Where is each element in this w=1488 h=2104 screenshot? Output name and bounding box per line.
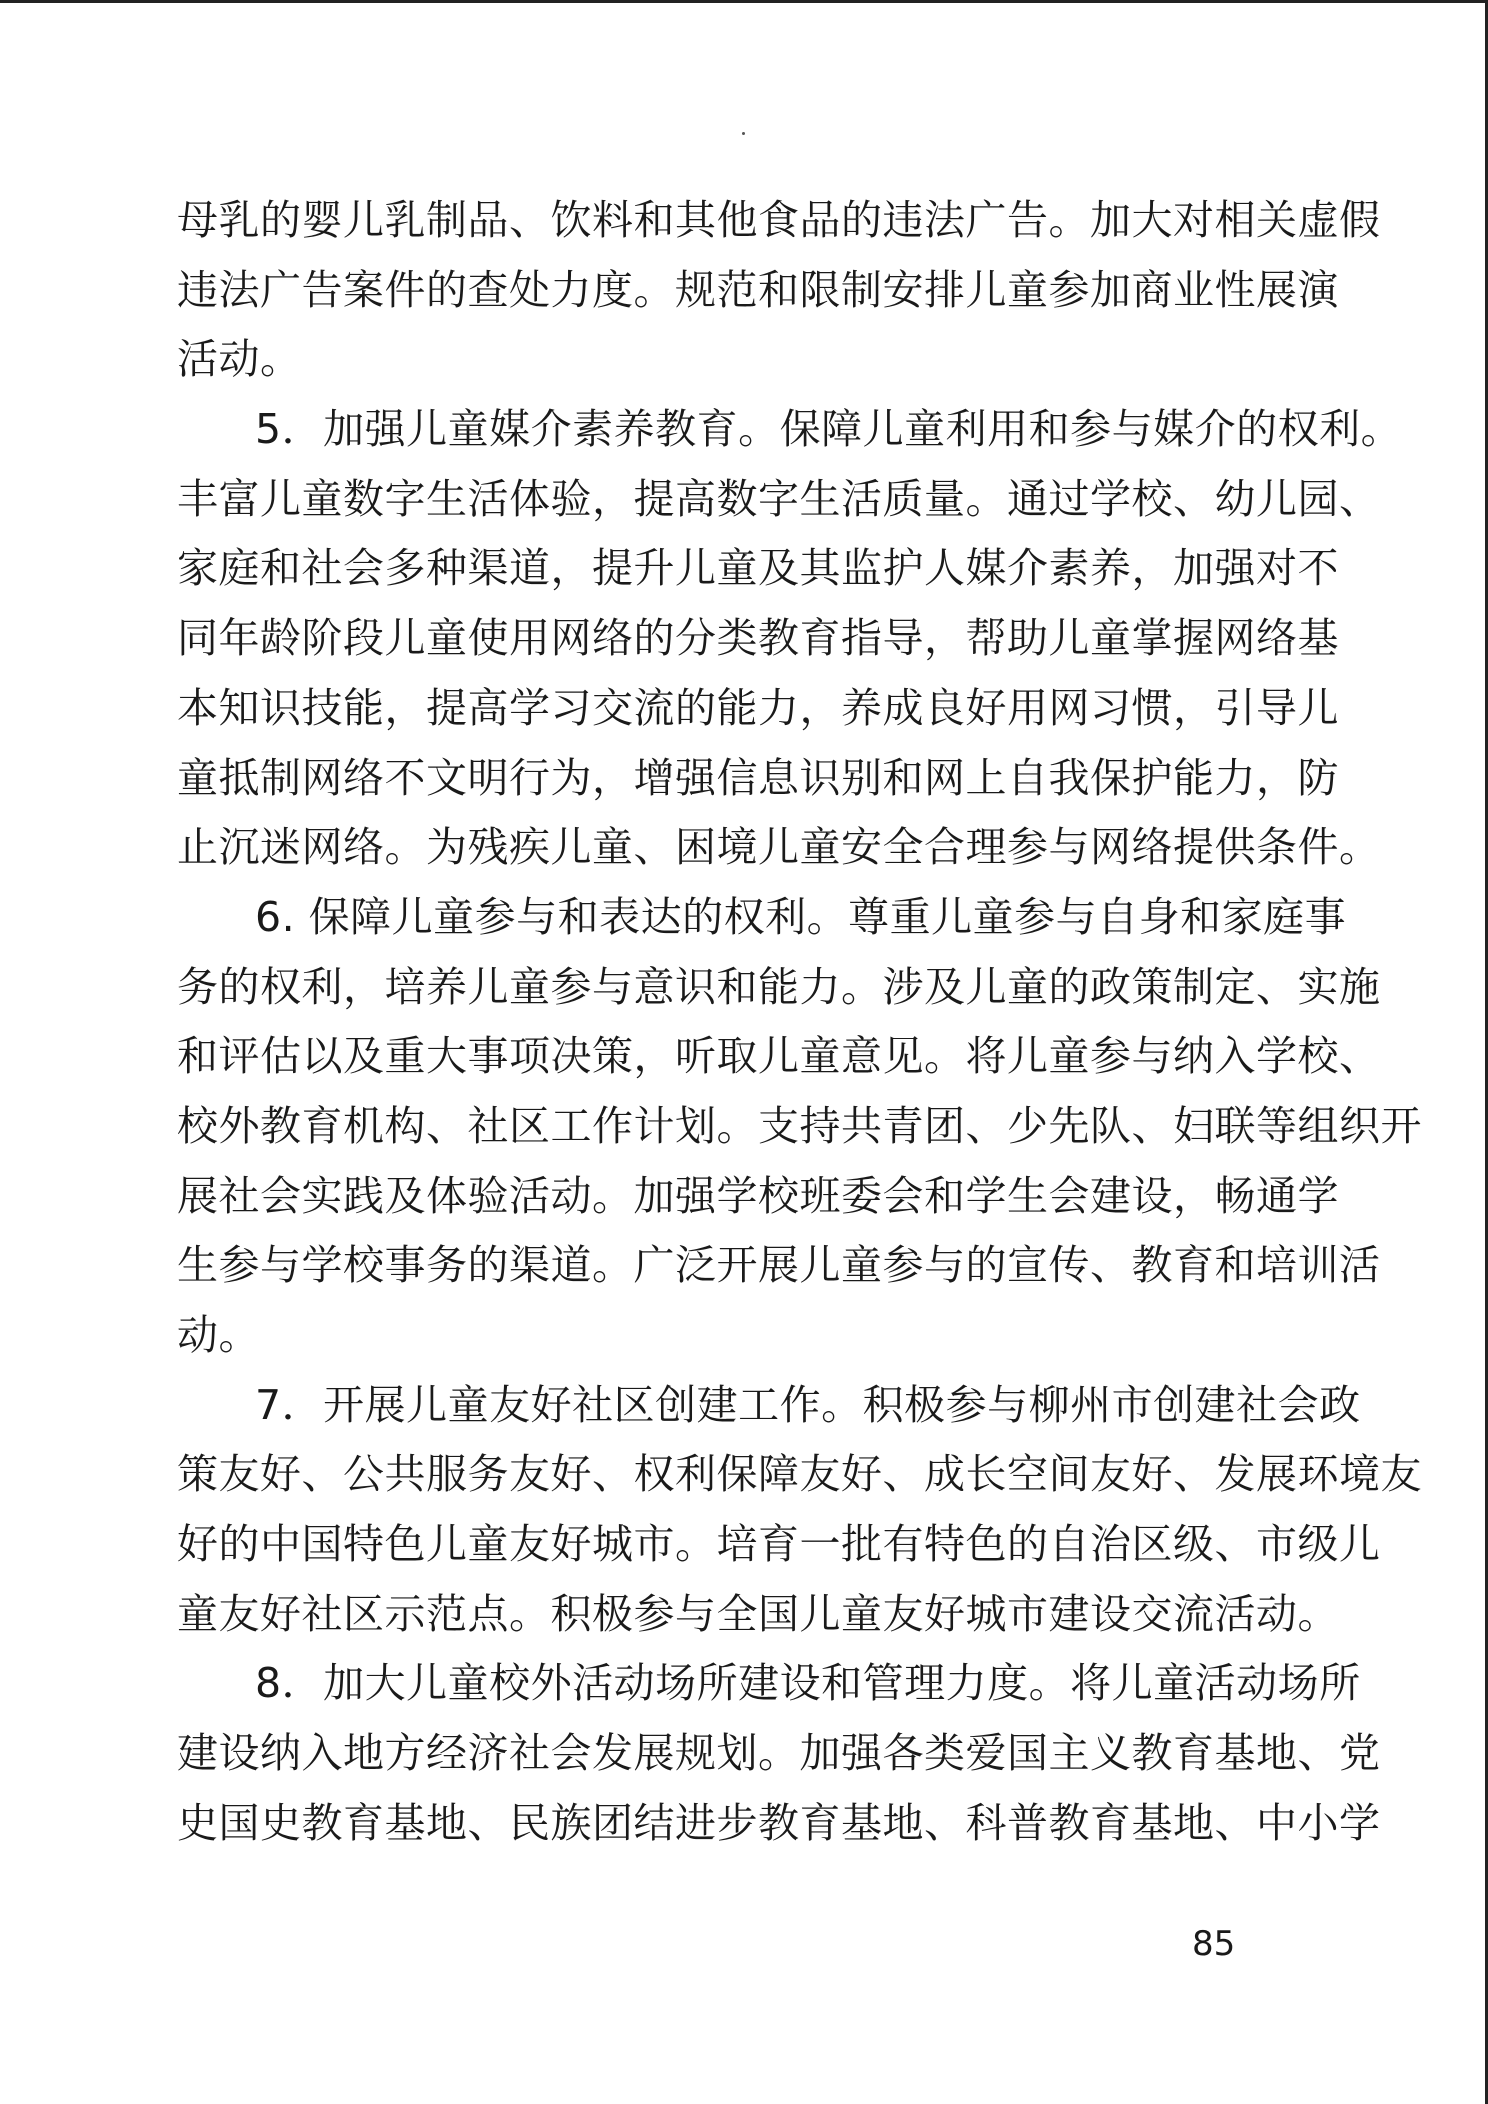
text-line: 止沉迷网络。为残疾儿童、困境儿童安全合理参与网络提供条件。 <box>177 823 1381 872</box>
text-line: 母乳的婴儿乳制品、饮料和其他食品的违法广告。加大对相关虚假 <box>177 196 1381 244</box>
text-line: 同年龄阶段儿童使用网络的分类教育指导，帮助儿童掌握网络基 <box>177 614 1339 663</box>
text-line: 史国史教育基地、民族团结进步教育基地、科普教育基地、中小学 <box>177 1798 1381 1847</box>
text-line: 建设纳入地方经济社会发展规划。加强各类爱国主义教育基地、党 <box>177 1729 1381 1778</box>
paragraph-first-line: 8．加大儿童校外活动场所建设和管理力度。将儿童活动场所 <box>255 1659 1361 1708</box>
text-line: 活动。 <box>177 335 302 384</box>
page-number: 85 <box>1192 1924 1236 1964</box>
paragraph-first-line: 5．加强儿童媒介素养教育。保障儿童利用和参与媒介的权利。 <box>255 405 1403 454</box>
text-line: 展社会实践及体验活动。加强学校班委会和学生会建设，畅通学 <box>177 1171 1339 1220</box>
text-line: 童抵制网络不文明行为，增强信息识别和网上自我保护能力，防 <box>177 753 1339 802</box>
text-line: 校外教育机构、社区工作计划。支持共青团、少先队、妇联等组织开 <box>177 1101 1422 1150</box>
scan-speck <box>742 132 745 135</box>
text-line: 生参与学校事务的渠道。广泛开展儿童参与的宣传、教育和培训活 <box>177 1241 1381 1290</box>
text-line: 策友好、公共服务友好、权利保障友好、成长空间友好、发展环境友 <box>177 1450 1422 1499</box>
paragraph-first-line: 6. 保障儿童参与和表达的权利。尊重儿童参与自身和家庭事 <box>255 892 1347 941</box>
document-body <box>177 186 1422 1859</box>
text-line: 好的中国特色儿童友好城市。培育一批有特色的自治区级、市级儿 <box>177 1520 1381 1569</box>
page-top-border <box>0 0 1488 3</box>
text-line: 本知识技能，提高学习交流的能力，养成良好用网习惯，引导儿 <box>177 683 1339 732</box>
text-line: 违法广告案件的查处力度。规范和限制安排儿童参加商业性展演 <box>177 265 1339 314</box>
text-line: 务的权利，培养儿童参与意识和能力。涉及儿童的政策制定、实施 <box>177 962 1381 1011</box>
text-line: 动。 <box>177 1311 260 1359</box>
paragraph-first-line: 7．开展儿童友好社区创建工作。积极参与柳州市创建社会政 <box>255 1380 1361 1429</box>
text-line: 家庭和社会多种渠道，提升儿童及其监护人媒介素养，加强对不 <box>177 544 1339 593</box>
text-line: 童友好社区示范点。积极参与全国儿童友好城市建设交流活动。 <box>177 1589 1339 1638</box>
text-line: 丰富儿童数字生活体验，提高数字生活质量。通过学校、幼儿园、 <box>177 474 1381 523</box>
text-line: 和评估以及重大事项决策，听取儿童意见。将儿童参与纳入学校、 <box>177 1032 1381 1081</box>
